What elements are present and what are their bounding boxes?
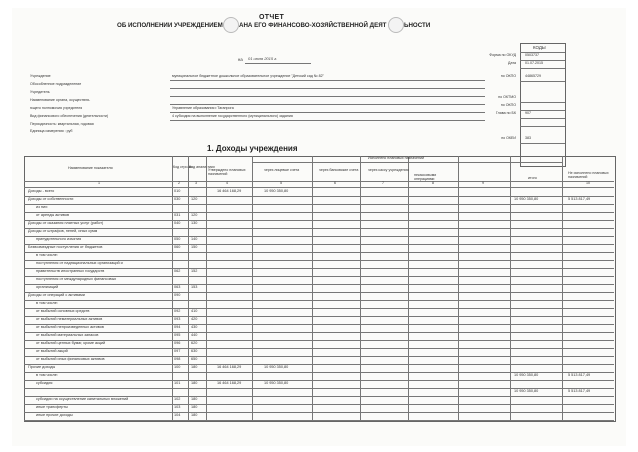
row-analytics-code: 650 bbox=[191, 356, 198, 361]
codes-header: КОДЫ bbox=[533, 45, 546, 50]
row-line-code: 031 bbox=[174, 212, 181, 217]
row-name: Доходы от собственности bbox=[28, 196, 74, 201]
row-personal-accounts: 10 950 350,80 bbox=[264, 364, 289, 369]
table-row bbox=[24, 268, 614, 276]
row-analytics-code: 130 bbox=[191, 220, 198, 225]
info-label: Учредитель bbox=[30, 90, 50, 94]
row-approved: 16 464 168,29 bbox=[217, 364, 242, 369]
table-row bbox=[24, 388, 614, 396]
group-header: Исполнено плановых назначений bbox=[368, 156, 424, 160]
report-subtitle-left: ОБ ИСПОЛНЕНИИ УЧРЕЖДЕНИЕМ bbox=[117, 22, 223, 29]
report-subtitle-mid: АНА ЕГО ФИНАНСОВО-ХОЗЯЙСТВЕННОЙ ДЕЯТ bbox=[239, 22, 387, 29]
table-row bbox=[24, 356, 614, 364]
table-row bbox=[24, 196, 614, 204]
table-row bbox=[24, 324, 614, 332]
document-sheet bbox=[12, 8, 626, 446]
row-analytics-code: 140 bbox=[191, 236, 198, 241]
code-label: по ОКПО bbox=[500, 74, 516, 78]
code-label: Форма по ОКУД bbox=[489, 53, 516, 57]
info-value: муниципальное бюджетное дошкольное образовательное учреждение "Детский сад № 82" bbox=[172, 74, 324, 78]
info-label: Вид финансового обеспечения (деятельности) bbox=[30, 114, 109, 118]
table-row bbox=[24, 340, 614, 348]
row-analytics-code: 150 bbox=[191, 244, 198, 249]
row-line-code: 102 bbox=[174, 396, 181, 401]
row-line-code: 098 bbox=[174, 356, 181, 361]
table-row bbox=[24, 220, 614, 228]
row-line-code: 030 bbox=[174, 196, 181, 201]
row-name: Доходы от операций с активами bbox=[28, 292, 85, 297]
table-row bbox=[24, 316, 614, 324]
row-total: 10 950 350,80 bbox=[514, 196, 539, 201]
row-unexecuted: 5 513 817,49 bbox=[568, 388, 591, 393]
row-analytics-code: 180 bbox=[191, 364, 198, 369]
row-line-code: 095 bbox=[174, 332, 181, 337]
code-value: 44865729 bbox=[525, 74, 541, 78]
row-name: поступления от международных финансовых bbox=[36, 276, 117, 281]
row-line-code: 097 bbox=[174, 348, 181, 353]
row-name: Доходы от штрафов, пеней, иных сумм bbox=[28, 228, 98, 233]
row-personal-accounts: 10 950 350,80 bbox=[264, 188, 289, 193]
info-label: Периодичность: квартальная, годовая bbox=[30, 122, 94, 126]
table-row bbox=[24, 252, 614, 260]
row-name: поступления от наднациональных организаций и bbox=[36, 260, 123, 265]
code-label: по ОКТМО bbox=[498, 95, 516, 99]
row-name: Доходы от оказания платных услуг (работ) bbox=[28, 220, 104, 225]
table-row bbox=[24, 380, 614, 388]
row-analytics-code: 620 bbox=[191, 340, 198, 345]
date-prefix: на bbox=[238, 57, 243, 62]
row-name: от выбытий непроизведенных активов bbox=[36, 324, 104, 329]
table-row bbox=[24, 348, 614, 356]
column-unexecuted-header: Не исполнено плановых назначений bbox=[568, 171, 609, 180]
row-approved: 16 464 168,29 bbox=[217, 188, 242, 193]
row-analytics-code: 630 bbox=[191, 348, 198, 353]
column-number: 8 bbox=[432, 181, 434, 185]
row-name: в том числе: bbox=[36, 300, 58, 305]
table-row bbox=[24, 412, 614, 420]
row-name: иные прочие доходы bbox=[36, 412, 73, 417]
row-line-code: 103 bbox=[174, 404, 181, 409]
table-row bbox=[24, 276, 614, 284]
table-row bbox=[24, 204, 614, 212]
column-approved-header: Утверждено плановых назначений bbox=[208, 168, 246, 177]
column-analytics-header: Код анали-тики bbox=[189, 165, 215, 169]
column-number: 2 bbox=[178, 181, 180, 185]
table-row bbox=[24, 404, 614, 412]
code-label: по ОКЕИ bbox=[501, 136, 516, 140]
row-name: организаций bbox=[36, 284, 59, 289]
row-name: в том числе: bbox=[36, 252, 58, 257]
code-label: по ОКПО bbox=[500, 103, 516, 107]
table-row bbox=[24, 284, 614, 292]
code-value: 907 bbox=[525, 111, 531, 115]
column-line-header: Код стро-ки bbox=[173, 165, 193, 169]
row-personal-accounts: 10 950 350,80 bbox=[264, 380, 289, 385]
column-bank-header: через банковские счета bbox=[319, 168, 359, 172]
column-name-header: Наименование показателя bbox=[68, 166, 113, 170]
table-row bbox=[24, 236, 614, 244]
column-number: 4 bbox=[226, 181, 228, 185]
table-row bbox=[24, 228, 614, 236]
table-row bbox=[24, 332, 614, 340]
punch-hole-left bbox=[223, 17, 239, 33]
row-line-code: 063 bbox=[174, 284, 181, 289]
row-name: от аренды активов bbox=[36, 212, 70, 217]
info-label: Обособленное подразделение bbox=[30, 82, 82, 86]
table-row bbox=[24, 260, 614, 268]
report-subtitle-right: ЬНОСТИ bbox=[404, 22, 431, 29]
row-name: Безвозмездные поступления от бюджетов bbox=[28, 244, 103, 249]
row-analytics-code: 180 bbox=[191, 412, 198, 417]
table-row bbox=[24, 300, 614, 308]
column-number: 7 bbox=[382, 181, 384, 185]
row-name: от выбытий основных средств bbox=[36, 308, 90, 313]
row-analytics-code: 152 bbox=[191, 268, 198, 273]
row-name: правительств иностранных государств bbox=[36, 268, 105, 273]
report-title: ОТЧЕТ bbox=[259, 14, 285, 21]
row-analytics-code: 120 bbox=[191, 196, 198, 201]
column-number: 5 bbox=[280, 181, 282, 185]
row-line-code: 060 bbox=[174, 244, 181, 249]
row-line-code: 094 bbox=[174, 324, 181, 329]
row-line-code: 092 bbox=[174, 308, 181, 313]
info-label: Наименование органа, осуществля- bbox=[30, 98, 91, 102]
row-analytics-code: 410 bbox=[191, 308, 198, 313]
row-name: субсидии на осуществление капитальных вложений bbox=[36, 396, 129, 401]
code-label: Глава по БК bbox=[495, 111, 516, 115]
column-noncash-header: некассовыми операциями bbox=[414, 173, 437, 182]
row-name: от выбытий иных финансовых активов bbox=[36, 356, 105, 361]
table-row bbox=[24, 292, 614, 300]
table-row bbox=[24, 372, 614, 380]
row-analytics-code: 430 bbox=[191, 324, 198, 329]
punch-hole-right bbox=[388, 17, 404, 33]
row-unexecuted: 5 513 817,49 bbox=[568, 372, 591, 377]
info-value: 4 субсидия на выполнение государственного (муниципального) задания bbox=[172, 114, 293, 118]
report-date: 01 июля 2015 г. bbox=[248, 56, 278, 61]
table-row bbox=[24, 308, 614, 316]
column-cash-header: через кассу учреждения bbox=[368, 168, 409, 172]
row-line-code: 104 bbox=[174, 412, 181, 417]
row-analytics-code: 120 bbox=[191, 212, 198, 217]
row-line-code: 100 bbox=[174, 364, 181, 369]
row-line-code: 050 bbox=[174, 236, 181, 241]
column-total-header: итого bbox=[528, 176, 537, 180]
info-label: ющего полномочия учредителя bbox=[30, 106, 83, 110]
column-number: 3 bbox=[195, 181, 197, 185]
info-label: Учреждение bbox=[30, 74, 51, 78]
row-analytics-code: 180 bbox=[191, 404, 198, 409]
row-approved: 16 464 168,29 bbox=[217, 380, 242, 385]
table-row bbox=[24, 364, 614, 372]
column-number: 9 bbox=[482, 181, 484, 185]
row-line-code: 101 bbox=[174, 380, 181, 385]
row-analytics-code: 420 bbox=[191, 316, 198, 321]
row-name: Прочие доходы bbox=[28, 364, 56, 369]
row-line-code: 090 bbox=[174, 292, 181, 297]
row-unexecuted: 5 513 817,49 bbox=[568, 196, 591, 201]
table-row bbox=[24, 188, 614, 196]
row-name: принудительного изъятия bbox=[36, 236, 82, 241]
row-total: 10 950 350,80 bbox=[514, 388, 539, 393]
row-name: от выбытий акций bbox=[36, 348, 68, 353]
code-value: 383 bbox=[525, 136, 531, 140]
code-value: 0503737 bbox=[525, 53, 539, 57]
row-name: от выбытий нематериальных активов bbox=[36, 316, 103, 321]
row-analytics-code: 440 bbox=[191, 332, 198, 337]
column-number: 1 bbox=[98, 181, 100, 185]
row-line-code: 040 bbox=[174, 220, 181, 225]
section-title: 1. Доходы учреждения bbox=[207, 144, 298, 153]
row-line-code: 096 bbox=[174, 340, 181, 345]
row-name: субсидия bbox=[36, 380, 53, 385]
table-row bbox=[24, 396, 614, 404]
row-analytics-code: 153 bbox=[191, 284, 198, 289]
row-line-code: 093 bbox=[174, 316, 181, 321]
row-analytics-code: 180 bbox=[191, 396, 198, 401]
row-name: в том числе: bbox=[36, 372, 58, 377]
row-line-code: 062 bbox=[174, 268, 181, 273]
row-total: 10 950 350,80 bbox=[514, 372, 539, 377]
row-name: из них: bbox=[36, 204, 49, 209]
code-label: Дата bbox=[508, 61, 516, 65]
row-name: Доходы - всего bbox=[28, 188, 55, 193]
column-personal-header: через лицевые счета bbox=[264, 168, 300, 172]
row-name: от выбытий материальных запасов bbox=[36, 332, 99, 337]
table-row bbox=[24, 212, 614, 220]
table-row bbox=[24, 244, 614, 252]
row-analytics-code: 180 bbox=[191, 380, 198, 385]
column-number: 10 bbox=[586, 181, 590, 185]
info-value: Управление образования г.Таганрога bbox=[172, 106, 234, 110]
row-line-code: 010 bbox=[174, 188, 181, 193]
row-name: иные трансферты bbox=[36, 404, 68, 409]
code-value: 01.07.2015 bbox=[525, 61, 543, 65]
row-name: от выбытий ценных бумаг, кроме акций bbox=[36, 340, 106, 345]
column-number: 6 bbox=[334, 181, 336, 185]
info-label: Единица измерения : руб bbox=[30, 129, 73, 133]
